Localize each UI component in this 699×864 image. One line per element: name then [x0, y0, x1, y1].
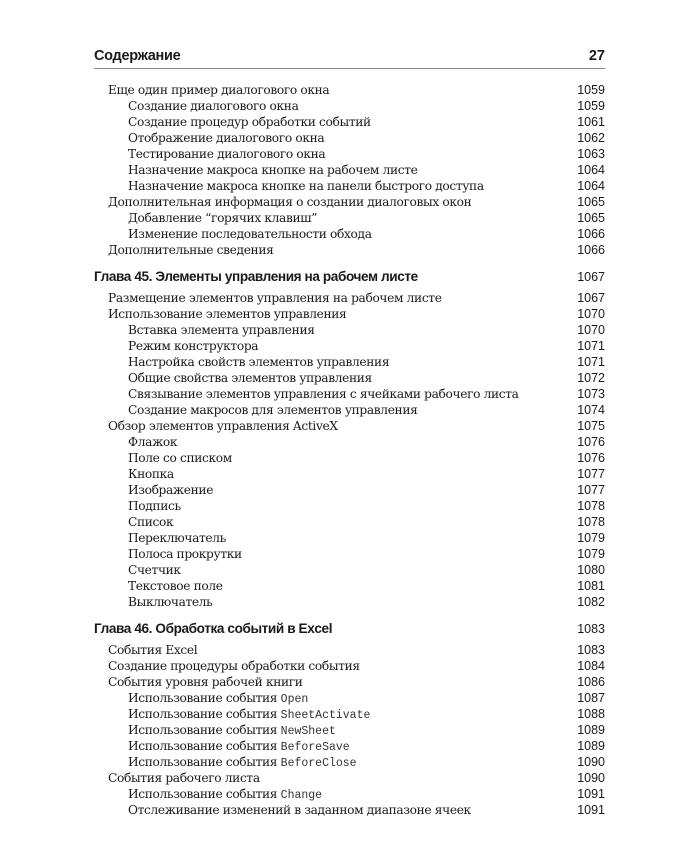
toc-entry-page-number: 1076	[577, 435, 605, 449]
toc-entry-title	[128, 226, 372, 242]
toc-entry	[94, 690, 605, 706]
toc-entry-text: Общие свойства элементов управления	[128, 371, 372, 385]
toc-entry-page-number: 1077	[577, 483, 605, 497]
toc-entry-page-number: 1084	[577, 659, 605, 673]
toc-entry-title	[128, 578, 223, 594]
toc-chapter-entry	[94, 619, 605, 639]
toc-entry-text: Связывание элементов управления с ячейками рабочего листа	[128, 387, 519, 401]
header-title: Содержание	[94, 48, 181, 64]
toc-entry-text: Список	[128, 515, 174, 529]
toc-entry-text: Дополнительная информация о создании диалоговых окон	[108, 195, 472, 209]
toc-entry-text: Кнопка	[128, 467, 174, 481]
toc-entry	[94, 738, 605, 754]
toc-entry-page-number: 1065	[577, 195, 605, 209]
toc-entry-title	[108, 82, 329, 98]
toc-entry-text: Создание макросов для элементов управления	[128, 403, 418, 417]
toc-entry-title	[94, 267, 418, 287]
toc-entry-page-number: 1063	[577, 147, 605, 161]
toc-entry-title	[128, 130, 324, 146]
toc-entry-page-number: 1074	[577, 403, 605, 417]
toc-entry-text: События рабочего листа	[108, 771, 260, 785]
toc-entry-page-number: 1059	[577, 99, 605, 113]
toc-entry-title	[108, 242, 273, 258]
toc-entry	[94, 242, 605, 258]
toc-entry-title	[108, 290, 442, 306]
toc-entry	[94, 706, 605, 722]
toc-entry	[94, 434, 605, 450]
toc-entry-title	[128, 498, 181, 514]
toc-entry	[94, 530, 605, 546]
toc-entry-text: Создание диалогового окна	[128, 99, 299, 113]
header-page-number: 27	[588, 48, 605, 64]
toc-entry	[94, 658, 605, 674]
toc-entry-page-number: 1070	[577, 307, 605, 321]
toc-entry-text: Использование события	[128, 755, 281, 769]
toc-entry-text: Изменение последовательности обхода	[128, 227, 372, 241]
toc-entry-title	[128, 562, 181, 578]
toc-entry-title	[128, 146, 325, 162]
toc-entry-page-number: 1067	[577, 270, 605, 284]
running-header	[94, 46, 605, 69]
toc-entry-title	[108, 306, 346, 322]
toc-entry-title	[128, 178, 484, 194]
toc-entry-text: Обзор элементов управления ActiveX	[108, 419, 338, 433]
toc-entry-page-number: 1066	[577, 227, 605, 241]
toc-entry-title	[128, 98, 299, 114]
toc-entry	[94, 802, 605, 818]
toc-entry-text: Отображение диалогового окна	[128, 131, 325, 145]
toc-entry	[94, 450, 605, 466]
toc-entry-page-number: 1061	[577, 115, 605, 129]
toc-entry	[94, 194, 605, 210]
toc-entry-text: Использование элементов управления	[108, 307, 347, 321]
toc-entry-page-number: 1083	[577, 622, 605, 636]
toc-entry-text: Назначение макроса кнопке на панели быстрого доступа	[128, 179, 484, 193]
toc-entry-title	[128, 466, 174, 482]
toc-entry	[94, 162, 605, 178]
toc-entry-text: Добавление “горячих клавиш”	[128, 211, 318, 225]
toc-entry-page-number: 1065	[577, 211, 605, 225]
toc-entry-page-number: 1088	[577, 707, 605, 721]
toc-entry-text: Счетчик	[128, 563, 181, 577]
toc-entry-text: Текстовое поле	[128, 579, 223, 593]
toc-entry-page-number: 1070	[577, 323, 605, 337]
toc-entry-page-number: 1091	[577, 803, 605, 817]
toc-entry-title	[128, 802, 471, 818]
toc-entry-title	[128, 114, 371, 130]
toc-entry-title	[128, 338, 258, 354]
toc-entry-text: Подпись	[128, 499, 181, 513]
toc-chapter-entry	[94, 267, 605, 287]
toc-entry-title	[128, 450, 232, 466]
toc-entry	[94, 114, 605, 130]
toc-entry	[94, 482, 605, 498]
toc-entry-text: Тестирование диалогового окна	[128, 147, 326, 161]
toc-entry-title	[108, 418, 338, 434]
toc-entry-code-term: SheetActivate	[280, 709, 371, 722]
toc-entry-title	[128, 530, 226, 546]
toc-entry	[94, 514, 605, 530]
toc-entry	[94, 770, 605, 786]
toc-entry-text: Отслеживание изменений в заданном диапазоне ячеек	[128, 803, 471, 817]
toc-entry-title	[128, 354, 389, 370]
toc-entry-text: Настройка свойств элементов управления	[128, 355, 390, 369]
toc-entry-title	[128, 482, 213, 498]
toc-entry-page-number: 1071	[577, 339, 605, 353]
toc-entry-text: Создание процедур обработки событий	[128, 115, 371, 129]
toc-entry-text: Еще один пример диалогового окна	[108, 83, 330, 97]
toc-entry	[94, 98, 605, 114]
toc-entry	[94, 290, 605, 306]
toc-entry-code-term: Open	[280, 693, 309, 706]
toc-entry-page-number: 1076	[577, 451, 605, 465]
toc-entry-page-number: 1072	[577, 371, 605, 385]
toc-entry-title	[128, 594, 212, 610]
toc-entry-title	[128, 402, 417, 418]
toc-entry-page-number: 1066	[577, 243, 605, 257]
toc-entry-title	[128, 434, 177, 450]
toc-entry-code-term: Change	[280, 789, 323, 802]
toc-entry	[94, 578, 605, 594]
toc-entry	[94, 370, 605, 386]
toc-entry-page-number: 1089	[577, 739, 605, 753]
toc-entry-page-number: 1090	[577, 755, 605, 769]
toc-entry-title	[108, 770, 260, 786]
toc-entry	[94, 354, 605, 370]
toc-entry-page-number: 1079	[577, 547, 605, 561]
toc-entry-text: Режим конструктора	[128, 339, 259, 353]
toc-entry	[94, 562, 605, 578]
toc-entry-title	[108, 658, 360, 674]
toc-entry-page-number: 1059	[577, 83, 605, 97]
toc-entry-text: Использование события	[128, 707, 281, 721]
toc-entry	[94, 674, 605, 690]
toc-entry-text: Использование события	[128, 739, 281, 753]
toc-entry-text: Полоса прокрутки	[128, 547, 242, 561]
toc-entry-page-number: 1091	[577, 787, 605, 801]
toc-entry-page-number: 1067	[577, 291, 605, 305]
toc-entry-text: Изображение	[128, 483, 214, 497]
toc-entry-text: Вставка элемента управления	[128, 323, 315, 337]
toc-entry-text: Поле со списком	[128, 451, 232, 465]
toc-entry-page-number: 1071	[577, 355, 605, 369]
toc-entry-page-number: 1075	[577, 419, 605, 433]
toc-entry-page-number: 1079	[577, 531, 605, 545]
toc-entry-text: События уровня рабочей книги	[108, 675, 303, 689]
toc-entry-page-number: 1078	[577, 499, 605, 513]
toc-entry-page-number: 1078	[577, 515, 605, 529]
toc-entry-text: Глава 46. Обработка событий в Excel	[94, 621, 333, 636]
toc-entry-text: Дополнительные сведения	[108, 243, 274, 257]
toc-entry	[94, 322, 605, 338]
toc-entry-title	[94, 619, 332, 639]
toc-entry-text: Флажок	[128, 435, 178, 449]
toc-entry	[94, 418, 605, 434]
toc-entry	[94, 754, 605, 770]
table-of-contents	[94, 82, 605, 818]
toc-entry-page-number: 1090	[577, 771, 605, 785]
toc-entry-title	[128, 386, 519, 402]
toc-entry-title	[128, 514, 173, 530]
toc-entry	[94, 178, 605, 194]
toc-entry-page-number: 1081	[577, 579, 605, 593]
toc-entry	[94, 466, 605, 482]
toc-entry-page-number: 1080	[577, 563, 605, 577]
toc-entry-title	[128, 210, 317, 226]
toc-entry-text: Назначение макроса кнопке на рабочем листе	[128, 163, 418, 177]
toc-entry-page-number: 1086	[577, 675, 605, 689]
toc-entry	[94, 498, 605, 514]
toc-entry	[94, 722, 605, 738]
toc-entry	[94, 146, 605, 162]
toc-entry-text: Выключатель	[128, 595, 213, 609]
toc-entry-page-number: 1062	[577, 131, 605, 145]
toc-entry-code-term: NewSheet	[280, 725, 336, 738]
toc-entry	[94, 226, 605, 242]
toc-entry	[94, 594, 605, 610]
toc-entry-title	[128, 546, 242, 562]
toc-entry-text: Использование события	[128, 691, 281, 705]
toc-entry-title	[128, 162, 417, 178]
toc-entry-text: Размещение элементов управления на рабочем листе	[108, 291, 442, 305]
toc-entry-text: Переключатель	[128, 531, 226, 545]
toc-entry-text: События Excel	[108, 643, 198, 657]
toc-entry-page-number: 1077	[577, 467, 605, 481]
toc-entry-page-number: 1087	[577, 691, 605, 705]
toc-entry-text: Создание процедуры обработки события	[108, 659, 360, 673]
toc-entry	[94, 386, 605, 402]
toc-entry-title	[128, 322, 315, 338]
toc-entry-text: Использование события	[128, 723, 281, 737]
toc-entry-code-term: BeforeClose	[280, 757, 357, 770]
toc-entry	[94, 402, 605, 418]
toc-entry	[94, 306, 605, 322]
toc-entry-code-term: BeforeSave	[280, 741, 350, 754]
toc-entry	[94, 786, 605, 802]
toc-entry-page-number: 1089	[577, 723, 605, 737]
toc-entry-page-number: 1073	[577, 387, 605, 401]
toc-entry	[94, 82, 605, 98]
toc-entry	[94, 546, 605, 562]
toc-entry-title	[108, 194, 471, 210]
toc-entry-title	[128, 370, 372, 386]
toc-entry-title	[108, 674, 303, 690]
toc-entry-page-number: 1064	[577, 163, 605, 177]
toc-entry-page-number: 1082	[577, 595, 605, 609]
toc-entry	[94, 130, 605, 146]
toc-entry-title	[108, 642, 197, 658]
toc-entry	[94, 338, 605, 354]
toc-entry-page-number: 1083	[577, 643, 605, 657]
toc-entry-text: Глава 45. Элементы управления на рабочем листе	[94, 269, 418, 284]
toc-entry	[94, 210, 605, 226]
toc-entry-text: Использование события	[128, 787, 281, 801]
toc-entry	[94, 642, 605, 658]
toc-entry-page-number: 1064	[577, 179, 605, 193]
